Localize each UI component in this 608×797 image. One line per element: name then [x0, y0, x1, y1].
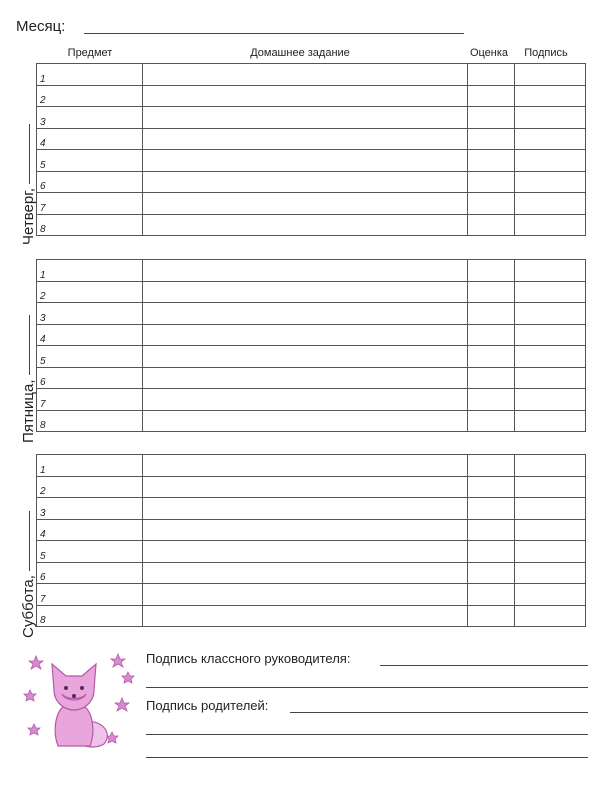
- signature-cell[interactable]: [514, 367, 585, 389]
- homework-cell[interactable]: [143, 324, 467, 346]
- signature-cell[interactable]: [514, 498, 585, 520]
- lesson-number-cell: 2: [37, 281, 143, 303]
- signature-cell[interactable]: [514, 346, 585, 368]
- lesson-number-cell: 8: [37, 605, 143, 627]
- homework-row: [37, 85, 586, 107]
- signature-cell[interactable]: [514, 562, 585, 584]
- fox-with-stars-icon: [22, 650, 140, 754]
- homework-cell[interactable]: [143, 281, 467, 303]
- signature-cell[interactable]: [514, 476, 585, 498]
- homework-cell[interactable]: [143, 562, 467, 584]
- lesson-number-cell: 2: [37, 85, 143, 107]
- homework-row: [37, 128, 586, 150]
- lesson-number-cell: 4: [37, 128, 143, 150]
- homework-row: [37, 541, 586, 563]
- column-header-signature: Подпись: [524, 47, 568, 59]
- lesson-number-cell: 1: [37, 64, 143, 86]
- homework-cell[interactable]: [143, 64, 467, 86]
- day-label-friday: Пятница,: [20, 315, 37, 443]
- day-date-line[interactable]: [29, 315, 30, 375]
- teacher-signature-line-2[interactable]: [146, 687, 588, 688]
- lesson-number-cell: 5: [37, 150, 143, 172]
- signature-cell[interactable]: [514, 214, 585, 236]
- parents-signature-line[interactable]: [290, 712, 588, 713]
- signature-cell[interactable]: [514, 324, 585, 346]
- grade-cell[interactable]: [467, 410, 514, 432]
- homework-cell[interactable]: [143, 519, 467, 541]
- signature-cell[interactable]: [514, 107, 585, 129]
- lesson-number-cell: 7: [37, 389, 143, 411]
- grade-cell[interactable]: [467, 171, 514, 193]
- homework-row: [37, 584, 586, 606]
- homework-row: [37, 64, 586, 86]
- homework-row: [37, 260, 586, 282]
- grade-cell[interactable]: [467, 562, 514, 584]
- teacher-signature-line[interactable]: [380, 665, 588, 666]
- homework-row: [37, 281, 586, 303]
- grade-cell[interactable]: [467, 389, 514, 411]
- homework-cell[interactable]: [143, 260, 467, 282]
- signature-cell[interactable]: [514, 64, 585, 86]
- signature-cell[interactable]: [514, 455, 585, 477]
- column-header-subject: Предмет: [67, 47, 113, 59]
- day-date-line[interactable]: [29, 511, 30, 571]
- homework-cell[interactable]: [143, 85, 467, 107]
- parents-signature-line-3[interactable]: [146, 757, 588, 758]
- signature-cell[interactable]: [514, 85, 585, 107]
- lesson-number-cell: 1: [37, 260, 143, 282]
- grade-cell[interactable]: [467, 367, 514, 389]
- homework-cell[interactable]: [143, 476, 467, 498]
- parents-signature-label: Подпись родителей:: [146, 698, 269, 713]
- homework-row: [37, 324, 586, 346]
- homework-row: [37, 455, 586, 477]
- homework-table-friday: [36, 259, 586, 432]
- grade-cell[interactable]: [467, 107, 514, 129]
- signature-cell[interactable]: [514, 389, 585, 411]
- homework-cell[interactable]: [143, 605, 467, 627]
- grade-cell[interactable]: [467, 476, 514, 498]
- homework-cell[interactable]: [143, 584, 467, 606]
- lesson-number-cell: 6: [37, 171, 143, 193]
- grade-cell[interactable]: [467, 324, 514, 346]
- month-label: Месяц:: [16, 18, 66, 35]
- lesson-number-cell: 5: [37, 541, 143, 563]
- grade-cell[interactable]: [467, 605, 514, 627]
- homework-cell[interactable]: [143, 389, 467, 411]
- lesson-number-cell: 7: [37, 193, 143, 215]
- signature-cell[interactable]: [514, 128, 585, 150]
- signature-cell[interactable]: [514, 303, 585, 325]
- homework-table-thursday: [36, 63, 586, 236]
- grade-cell[interactable]: [467, 455, 514, 477]
- lesson-number-cell: 1: [37, 455, 143, 477]
- grade-cell[interactable]: [467, 584, 514, 606]
- homework-cell[interactable]: [143, 171, 467, 193]
- lesson-number-cell: 2: [37, 476, 143, 498]
- homework-cell[interactable]: [143, 541, 467, 563]
- grade-cell[interactable]: [467, 193, 514, 215]
- grade-cell[interactable]: [467, 85, 514, 107]
- homework-cell[interactable]: [143, 367, 467, 389]
- homework-cell[interactable]: [143, 303, 467, 325]
- grade-cell[interactable]: [467, 260, 514, 282]
- homework-row: [37, 562, 586, 584]
- homework-cell[interactable]: [143, 107, 467, 129]
- homework-cell[interactable]: [143, 128, 467, 150]
- signature-cell[interactable]: [514, 584, 585, 606]
- column-header-homework: Домашнее задание: [250, 47, 350, 59]
- signature-cell[interactable]: [514, 605, 585, 627]
- grade-cell[interactable]: [467, 150, 514, 172]
- column-header-grade: Оценка: [469, 47, 509, 59]
- signature-cell[interactable]: [514, 150, 585, 172]
- grade-cell[interactable]: [467, 498, 514, 520]
- month-input-line[interactable]: [84, 33, 464, 34]
- lesson-number-cell: 8: [37, 410, 143, 432]
- signature-cell[interactable]: [514, 171, 585, 193]
- lesson-number-cell: 3: [37, 303, 143, 325]
- homework-row: [37, 193, 586, 215]
- homework-cell[interactable]: [143, 193, 467, 215]
- lesson-number-cell: 7: [37, 584, 143, 606]
- signature-cell[interactable]: [514, 519, 585, 541]
- signature-cell[interactable]: [514, 281, 585, 303]
- lesson-number-cell: 4: [37, 519, 143, 541]
- day-block-friday: [20, 259, 588, 443]
- grade-cell[interactable]: [467, 303, 514, 325]
- homework-row: [37, 346, 586, 368]
- lesson-number-cell: 8: [37, 214, 143, 236]
- homework-row: [37, 171, 586, 193]
- homework-row: [37, 303, 586, 325]
- lesson-number-cell: 4: [37, 324, 143, 346]
- signature-cell[interactable]: [514, 260, 585, 282]
- homework-table-saturday: [36, 454, 586, 627]
- homework-row: [37, 214, 586, 236]
- lesson-number-cell: 5: [37, 346, 143, 368]
- homework-cell[interactable]: [143, 455, 467, 477]
- homework-cell[interactable]: [143, 410, 467, 432]
- homework-row: [37, 367, 586, 389]
- day-label-saturday: Суббота,: [20, 511, 37, 638]
- grade-cell[interactable]: [467, 541, 514, 563]
- homework-row: [37, 410, 586, 432]
- grade-cell[interactable]: [467, 128, 514, 150]
- homework-row: [37, 605, 586, 627]
- lesson-number-cell: 3: [37, 498, 143, 520]
- lesson-number-cell: 6: [37, 367, 143, 389]
- homework-cell[interactable]: [143, 346, 467, 368]
- homework-row: [37, 150, 586, 172]
- signature-cell[interactable]: [514, 410, 585, 432]
- lesson-number-cell: 3: [37, 107, 143, 129]
- homework-cell[interactable]: [143, 150, 467, 172]
- homework-cell[interactable]: [143, 498, 467, 520]
- homework-row: [37, 519, 586, 541]
- lesson-number-cell: 6: [37, 562, 143, 584]
- day-label-thursday: Четверг,: [20, 124, 37, 245]
- homework-cell[interactable]: [143, 214, 467, 236]
- grade-cell[interactable]: [467, 64, 514, 86]
- day-date-line[interactable]: [29, 124, 30, 184]
- signature-cell[interactable]: [514, 193, 585, 215]
- signature-cell[interactable]: [514, 541, 585, 563]
- homework-row: [37, 498, 586, 520]
- day-block-thursday: [20, 63, 588, 245]
- grade-cell[interactable]: [467, 346, 514, 368]
- day-block-saturday: [20, 454, 588, 638]
- grade-cell[interactable]: [467, 519, 514, 541]
- homework-row: [37, 389, 586, 411]
- homework-row: [37, 476, 586, 498]
- grade-cell[interactable]: [467, 281, 514, 303]
- parents-signature-line-2[interactable]: [146, 734, 588, 735]
- teacher-signature-label: Подпись классного руководителя:: [146, 651, 351, 666]
- grade-cell[interactable]: [467, 214, 514, 236]
- homework-row: [37, 107, 586, 129]
